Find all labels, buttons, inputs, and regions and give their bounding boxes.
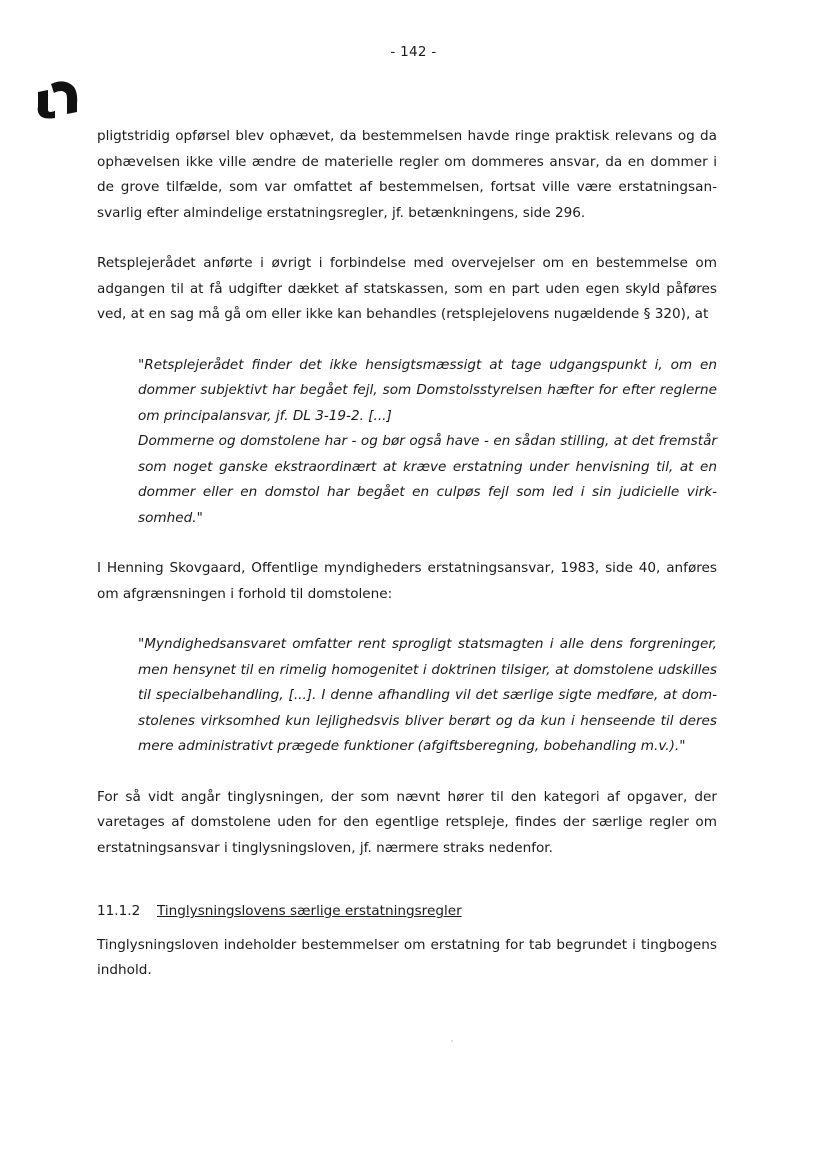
quote-text: Dommerne og domstolene har - og bør også have - en sådan stilling, at det fremstår som noget ganske ekstraordinært at kræve erstatning under henvisning til, at en dommer eller en domstol har begået en culpøs fejl som led i sin judicielle virksomhed.": [138, 433, 717, 526]
document-body: [97, 124, 717, 984]
organization-logo-icon: [34, 78, 80, 120]
page-number: - 142 -: [390, 44, 437, 60]
paragraph: For så vidt angår tinglysningen, der som nævnt hører til den kategori af opgaver, der varetages af domstolene uden for den egentlige retspleje, findes der særlige regler om erstatningsansvar i tinglysningsloven, jf. nærmere straks nedenfor.: [97, 788, 717, 856]
block-quote: [138, 353, 717, 532]
quote-text: "Retsplejerådet finder det ikke hensigtsmæssigt at tage udgangspunkt i, om en dommer subjektivt har begået fejl, som Domstolsstyrelsen hæfter for efter reglerne om principalansvar, jf. DL 3-19-2. [...]: [138, 356, 717, 424]
scan-speck: [451, 1040, 453, 1042]
section-heading: [97, 899, 717, 925]
section-title: Tinglysningslovens særlige erstatningsregler: [157, 903, 462, 919]
paragraph: I Henning Skovgaard, Offentlige myndigheders erstatningsansvar, 1983, side 40, anføres om afgrænsningen i forhold til domstolene:: [97, 560, 717, 602]
paragraph: pligtstridig opførsel blev ophævet, da bestemmelsen havde ringe praktisk relevans og da ophævelsen ikke ville ændre de materielle regler om dommeres ansvar, da en dommer i de grove tilfælde, som var omfattet af bestemmelsen, fortsat ville være erstatningsansvarlig efter almindelige erstatningsregler, jf. betænkningens, side 296.: [97, 128, 717, 221]
block-quote: "Myndighedsansvaret omfatter rent sprogligt statsmagten i alle dens forgreninger, men hensynet til en rimelig homogenitet i doktrinen tilsiger, at domstolene udskilles til specialbehandling, [...]. I denne afhandling vil det særlige sigte medføre, at domstolenes virksomhed kun lejlighedsvis bliver berørt og da kun i henseende til deres mere administrativt prægede funktioner (afgiftsberegning, bobehandling m.v.).": [138, 636, 717, 754]
paragraph: Tinglysningsloven indeholder bestemmelser om erstatning for tab begrundet i tingbogens indhold.: [97, 936, 717, 978]
paragraph: Retsplejerådet anførte i øvrigt i forbindelse med overvejelser om en bestemmelse om adgangen til at få udgifter dækket af statskassen, som en part uden egen skyld påføres ved, at en sag må gå om eller ikke kan behandles (retsplejelovens nugældende § 320), at: [97, 255, 717, 322]
section-number: 11.1.2: [97, 903, 141, 919]
